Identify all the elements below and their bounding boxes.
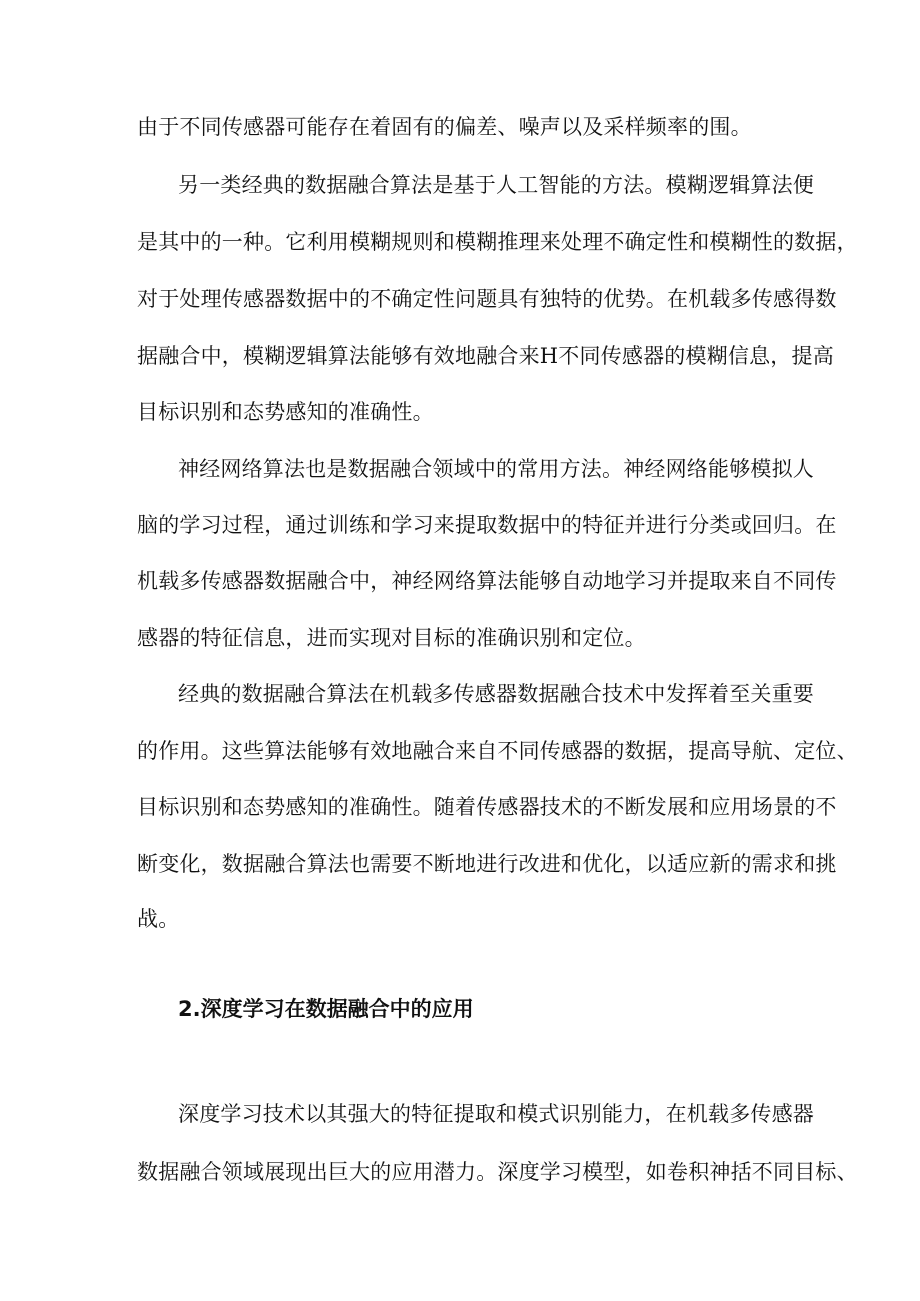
paragraph-first-line: 另一类经典的数据融合算法是基于人工智能的方法。模糊逻辑算法便 (178, 173, 814, 197)
text-line: 的作用。这些算法能够有效地融合来自不同传感器的数据，提高导航、定位、 (137, 739, 858, 763)
text-line: 是其中的一种。它利用模糊规则和模糊推理来处理不确定性和模糊性的数据， (137, 230, 858, 254)
section-heading: 2.深度学习在数据融合中的应用 (178, 997, 474, 1021)
text-line: 战。 (137, 907, 180, 931)
text-line: 由于不同传感器可能存在着固有的偏差、噪声以及采样频率的围。 (137, 115, 752, 139)
paragraph-first-line: 神经网络算法也是数据融合领域中的常用方法。神经网络能够模拟人 (178, 457, 814, 481)
paragraph-first-line: 经典的数据融合算法在机载多传感器数据融合技术中发挥着至关重要 (178, 682, 814, 706)
text-line: 断变化，数据融合算法也需要不断地进行改进和优化，以适应新的需求和挑 (137, 852, 837, 876)
text-line: 感器的特征信息，进而实现对目标的准确识别和定位。 (137, 626, 646, 650)
text-line: 数据融合领域展现出巨大的应用潜力。深度学习模型，如卷积神括不同目标、 (137, 1160, 858, 1184)
text-line: 对于处理传感器数据中的不确定性问题具有独特的优势。在机载多传感得数 (137, 287, 837, 311)
text-line: 机载多传感器数据融合中，神经网络算法能够自动地学习并提取来自不同传 (137, 569, 837, 593)
text-line: 目标识别和态势感知的准确性。 (137, 400, 434, 424)
text-line: 据融合中，模糊逻辑算法能够有效地融合来H不同传感器的模糊信息，提高 (137, 344, 834, 368)
paragraph-first-line: 深度学习技术以其强大的特征提取和模式识别能力，在机载多传感器 (178, 1102, 814, 1126)
text-line: 目标识别和态势感知的准确性。随着传感器技术的不断发展和应用场景的不 (137, 795, 837, 819)
text-line: 脑的学习过程，通过训练和学习来提取数据中的特征并进行分类或回归。在 (137, 513, 837, 537)
